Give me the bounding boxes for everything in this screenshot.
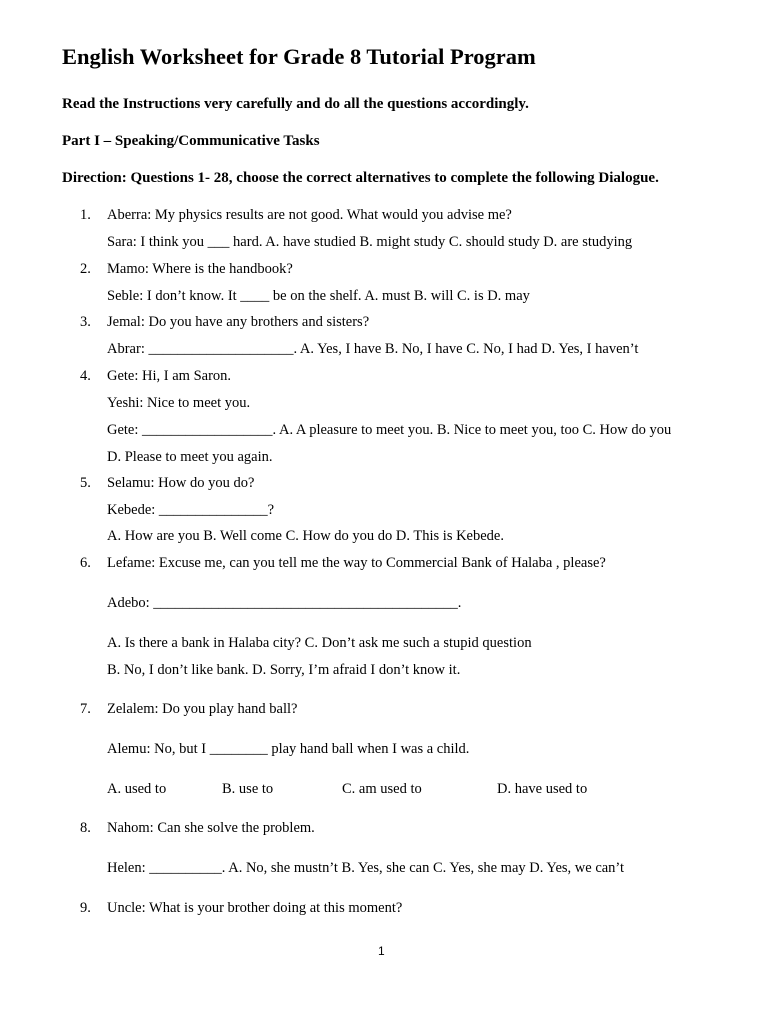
page-number: 1	[378, 944, 385, 958]
question-line: Selamu: How do you do?	[107, 475, 255, 491]
answer-option: D. have used to	[497, 781, 588, 797]
direction-text: Direction: Questions 1- 28, choose the correct alternatives to complete the following Dialogue.	[62, 170, 659, 186]
question-number: 9.	[80, 900, 91, 916]
question-number: 3.	[80, 314, 91, 330]
question-line: Abrar: ____________________. A. Yes, I have B. No, I have C. No, I had D. Yes, I haven’t	[107, 341, 639, 357]
question-line: Mamo: Where is the handbook?	[107, 261, 293, 277]
question-line: B. No, I don’t like bank. D. Sorry, I’m afraid I don’t know it.	[107, 662, 461, 678]
instructions-text: Read the Instructions very carefully and do all the questions accordingly.	[62, 96, 529, 112]
question-line: Zelalem: Do you play hand ball?	[107, 701, 298, 717]
question-line: Nahom: Can she solve the problem.	[107, 820, 315, 836]
answer-option: C. am used to	[342, 781, 422, 797]
question-number: 4.	[80, 368, 91, 384]
question-line: Kebede: _______________?	[107, 502, 275, 518]
question-number: 5.	[80, 475, 91, 491]
worksheet-title: English Worksheet for Grade 8 Tutorial Program	[62, 44, 536, 69]
question-line: A. Is there a bank in Halaba city? C. Don’t ask me such a stupid question	[107, 635, 532, 651]
answer-option: A. used to	[107, 781, 167, 797]
question-number: 8.	[80, 820, 91, 836]
question-line: Lefame: Excuse me, can you tell me the way to Commercial Bank of Halaba , please?	[107, 555, 606, 571]
answer-option: B. use to	[222, 781, 274, 797]
question-line: D. Please to meet you again.	[107, 449, 273, 465]
question-line: Adebo: __________________________________________.	[107, 595, 462, 611]
question-number: 2.	[80, 261, 91, 277]
question-number: 1.	[80, 207, 91, 223]
question-line: Aberra: My physics results are not good. What would you advise me?	[107, 207, 512, 223]
question-line: Uncle: What is your brother doing at this moment?	[107, 900, 403, 916]
question-line: Gete: __________________. A. A pleasure to meet you. B. Nice to meet you, too C. How do you	[107, 422, 672, 438]
question-line: Yeshi: Nice to meet you.	[107, 395, 251, 411]
question-line: Sara: I think you ___ hard. A. have studied B. might study C. should study D. are studying	[107, 234, 633, 250]
question-line: A. How are you B. Well come C. How do you do D. This is Kebede.	[107, 528, 504, 544]
question-line: Gete: Hi, I am Saron.	[107, 368, 232, 384]
question-line: Alemu: No, but I ________ play hand ball when I was a child.	[107, 741, 470, 757]
question-number: 6.	[80, 555, 91, 571]
question-number: 7.	[80, 701, 91, 717]
part-heading: Part I – Speaking/Communicative Tasks	[62, 133, 320, 149]
question-line: Jemal: Do you have any brothers and sisters?	[107, 314, 370, 330]
question-line: Seble: I don’t know. It ____ be on the shelf. A. must B. will C. is D. may	[107, 288, 530, 304]
question-line: Helen: __________. A. No, she mustn’t B. Yes, she can C. Yes, she may D. Yes, we can’t	[107, 860, 625, 876]
